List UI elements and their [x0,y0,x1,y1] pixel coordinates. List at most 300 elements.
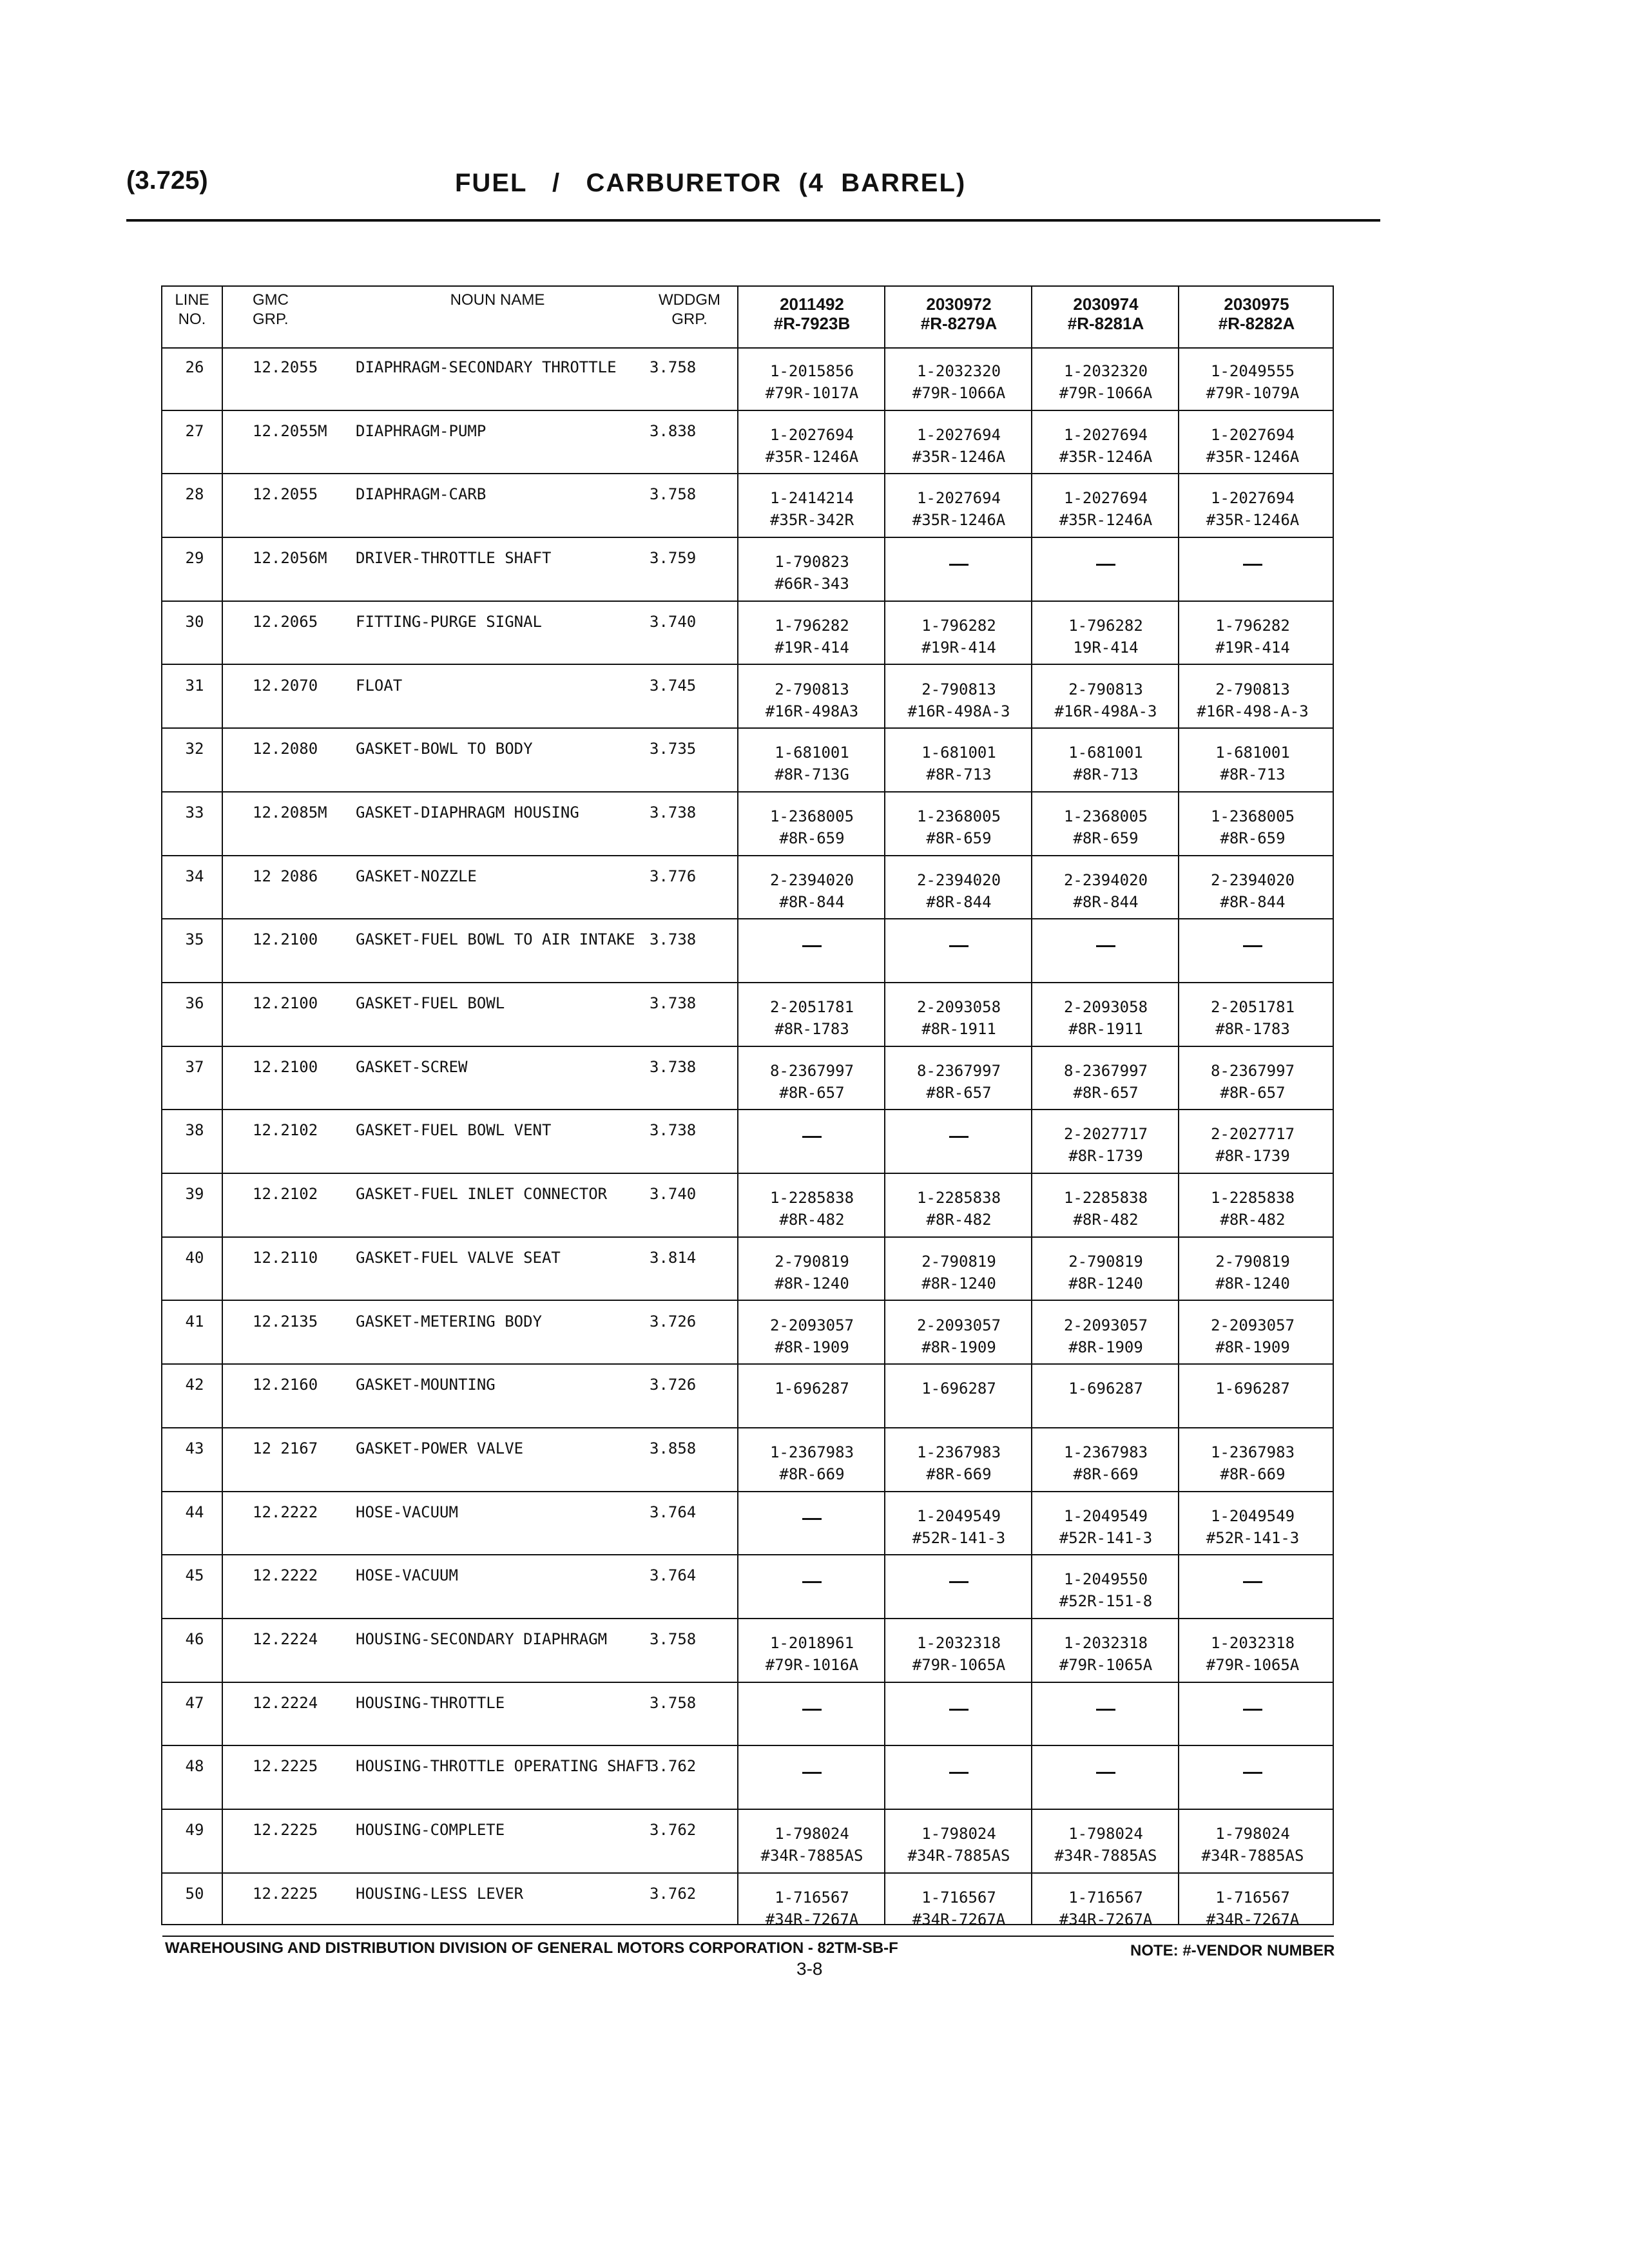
model-2-part [885,932,1032,947]
footer-note: NOTE: #-VENDOR NUMBER [1130,1942,1335,1959]
wddgm-group: 3.738 [650,930,697,949]
vendor-number: #34R-7267A [1059,1910,1153,1928]
noun-name: GASKET-NOZZLE [356,867,477,885]
model-1-part [738,1251,885,1294]
model-1-part [738,1759,885,1774]
part-number: 1-2414214 [769,489,854,508]
part-number: 1-696287 [1068,1379,1143,1398]
vendor-number: #52R-151-8 [1059,1592,1153,1611]
part-number: 1-2367983 [1210,1443,1295,1461]
model-2-part [885,1123,1032,1138]
model-1-part [738,551,885,595]
model-3-part [1032,1187,1179,1231]
model-1-part [738,487,885,531]
table-row [162,347,1334,411]
gmc-group: 12.2065 [253,612,318,631]
not-applicable-dash [1096,1709,1115,1711]
part-number: 2-790813 [1068,680,1143,698]
vendor-number: #8R-657 [926,1083,992,1102]
vendor-number: #8R-1240 [1068,1274,1143,1293]
model-3-part [1032,1887,1179,1930]
part-number: 1-2049549 [1210,1506,1295,1525]
part-number: 8-2367997 [916,1061,1001,1080]
vendor-number: 19R-414 [1073,638,1139,657]
vendor-number: #8R-1909 [775,1338,849,1356]
vendor-number: #52R-141-3 [1059,1528,1153,1547]
vendor-number: #16R-498A3 [765,702,859,720]
vendor-number: #79R-1065A [1206,1656,1300,1674]
header-model-3: 2030974 #R-8281A [1067,294,1144,333]
vendor-number: #8R-1240 [921,1274,996,1293]
gmc-group: 12.2224 [253,1693,318,1712]
noun-name: GASKET-BOWL TO BODY [356,740,533,758]
part-number: 1-798024 [1068,1825,1143,1843]
vendor-number: #79R-1066A [1059,384,1153,402]
vendor-number: #16R-498A-3 [907,702,1010,720]
noun-name: HOUSING-COMPLETE [356,1821,505,1840]
part-number: 2-790813 [1215,680,1290,698]
table-row [162,474,1334,538]
vendor-number: #8R-482 [1073,1211,1139,1229]
noun-name: GASKET-FUEL BOWL [356,994,505,1012]
gmc-group: 12 2167 [253,1439,318,1457]
model-2-part [885,742,1032,785]
gmc-group: 12.2080 [253,740,318,758]
model-2-part [885,1441,1032,1485]
gmc-group: 12.2070 [253,676,318,695]
not-applicable-dash [949,564,969,566]
part-number: 1-2032318 [1210,1634,1295,1652]
vendor-number: #8R-657 [1073,1083,1139,1102]
noun-name: DIAPHRAGM-CARB [356,485,487,504]
part-number: 1-2027694 [1063,489,1148,508]
model-2-part [885,1696,1032,1711]
model-2-part [885,869,1032,913]
part-number: 1-2367983 [916,1443,1001,1461]
part-number: 1-716567 [775,1888,849,1907]
model-4-part [1179,932,1326,947]
line-number: 30 [185,612,204,631]
vendor-number: #8R-713G [775,765,849,784]
gmc-group: 12.2160 [253,1376,318,1394]
noun-name: GASKET-POWER VALVE [356,1439,524,1457]
noun-name: GASKET-FUEL VALVE SEAT [356,1248,561,1267]
header-wddgm-grp: WDDGM GRP. [659,291,720,328]
model-2-part [885,487,1032,531]
line-number: 34 [185,867,204,885]
part-number: 2-2093058 [1063,998,1148,1016]
model-1-part [738,1568,885,1583]
line-number: 27 [185,421,204,440]
model-2-part [885,615,1032,658]
model-3-part [1032,1568,1179,1612]
part-number: 1-2032318 [916,1634,1001,1652]
model-3-part [1032,1123,1179,1167]
table-row [162,602,1334,666]
model-3-part [1032,1060,1179,1104]
line-number: 48 [185,1757,204,1776]
model-4-part [1179,1696,1326,1711]
table-row [162,411,1334,475]
noun-name: DRIVER-THROTTLE SHAFT [356,549,552,568]
model-4-part [1179,1251,1326,1294]
part-number: 1-2049550 [1063,1570,1148,1589]
part-number: 1-790823 [775,553,849,572]
model-4-part [1179,551,1326,566]
line-number: 43 [185,1439,204,1457]
gmc-group: 12.2055M [253,421,327,440]
model-2-part [885,1060,1032,1104]
vendor-number: #8R-1911 [921,1020,996,1038]
vendor-number: #35R-342R [769,511,854,530]
vendor-number: #8R-482 [1220,1211,1286,1229]
model-3-part [1032,742,1179,785]
part-number: 1-2027694 [1210,425,1295,444]
part-number: 2-2027717 [1063,1125,1148,1144]
part-number: 1-696287 [921,1379,996,1398]
vendor-number: #35R-1246A [1206,511,1300,530]
model-1-part [738,1060,885,1104]
part-number: 1-681001 [775,744,849,762]
line-number: 33 [185,803,204,822]
table-row [162,1302,1334,1365]
gmc-group: 12.2222 [253,1503,318,1521]
vendor-number: #34R-7885AS [907,1847,1010,1865]
part-number: 1-2049549 [916,1506,1001,1525]
header-model-1: 2011492 #R-7923B [773,294,851,333]
vendor-number: #8R-1783 [1215,1020,1290,1038]
model-3-part [1032,1441,1179,1485]
wddgm-group: 3.738 [650,1121,697,1140]
part-number: 2-2093058 [916,998,1001,1016]
wddgm-group: 3.758 [650,1693,697,1712]
part-number: 2-2093057 [1210,1316,1295,1334]
model-1-part [738,932,885,947]
vendor-number: #19R-414 [921,638,996,657]
part-number: 1-2027694 [1210,489,1295,508]
vendor-number: #8R-1909 [1068,1338,1143,1356]
part-number: 2-2394020 [1063,870,1148,889]
line-number: 35 [185,930,204,949]
model-4-part [1179,1759,1326,1774]
table-row [162,1365,1334,1428]
not-applicable-dash [949,1772,969,1774]
table-row [162,538,1334,602]
model-3-part [1032,932,1179,947]
model-1-part [738,1887,885,1930]
model-2-part [885,1251,1032,1294]
table-row [162,1746,1334,1810]
header-line-no: LINE NO. [175,291,209,328]
vendor-number: #8R-1240 [1215,1274,1290,1293]
part-number: 1-716567 [921,1888,996,1907]
table-row [162,1619,1334,1683]
gmc-group: 12.2135 [253,1312,318,1331]
not-applicable-dash [802,1518,822,1520]
not-applicable-dash [1096,564,1115,566]
part-number: 1-798024 [921,1825,996,1843]
vendor-number: #8R-669 [926,1465,992,1483]
model-4-part [1179,424,1326,468]
vendor-number: #34R-7885AS [1201,1847,1304,1865]
gmc-group: 12.2085M [253,803,327,822]
vendor-number: #8R-1783 [775,1020,849,1038]
not-applicable-dash [1243,945,1262,947]
noun-name: HOSE-VACUUM [356,1503,458,1521]
part-number: 1-798024 [775,1825,849,1843]
table-header [162,285,1334,347]
part-number: 2-2051781 [1210,998,1295,1016]
line-number: 41 [185,1312,204,1331]
part-number: 1-2027694 [916,425,1001,444]
vendor-number: #8R-844 [926,892,992,911]
vendor-number: #35R-1246A [912,447,1006,466]
model-3-part [1032,1823,1179,1867]
not-applicable-dash [802,1136,822,1138]
part-number: 2-790819 [1068,1252,1143,1271]
line-number: 46 [185,1630,204,1648]
model-4-part [1179,1505,1326,1549]
table-row [162,1238,1334,1302]
part-number: 1-681001 [921,744,996,762]
line-number: 38 [185,1121,204,1140]
line-number: 42 [185,1376,204,1394]
model-4-part [1179,1823,1326,1867]
model-3-part [1032,551,1179,566]
part-number: 1-2367983 [1063,1443,1148,1461]
part-number: 8-2367997 [769,1061,854,1080]
wddgm-group: 3.738 [650,994,697,1012]
vendor-number: #35R-1246A [765,447,859,466]
model-2-part [885,1823,1032,1867]
table-row [162,856,1334,920]
part-number: 1-696287 [1215,1379,1290,1398]
model-4-part [1179,1887,1326,1930]
vendor-number: #35R-1246A [1059,511,1153,530]
part-number: 1-2285838 [916,1189,1001,1207]
model-2-part [885,678,1032,722]
vendor-number: #8R-482 [926,1211,992,1229]
vendor-number: #79R-1079A [1206,384,1300,402]
wddgm-group: 3.758 [650,485,697,504]
page-title: FUEL / CARBURETOR (4 BARREL) [455,169,967,197]
model-2-part [885,1187,1032,1231]
part-number: 1-2032318 [1063,1634,1148,1652]
vendor-number: #19R-414 [1215,638,1290,657]
model-1-part [738,1632,885,1676]
model-3-part [1032,424,1179,468]
model-4-part [1179,1441,1326,1485]
line-number: 49 [185,1821,204,1840]
model-4-part [1179,487,1326,531]
vendor-number: #8R-1911 [1068,1020,1143,1038]
vendor-number: #79R-1017A [765,384,859,402]
model-1-part [738,424,885,468]
wddgm-group: 3.814 [650,1248,697,1267]
vendor-number: #8R-669 [779,1465,845,1483]
model-2-part [885,1632,1032,1676]
model-1-part [738,996,885,1040]
model-1-part [738,1696,885,1711]
wddgm-group: 3.838 [650,421,697,440]
line-number: 36 [185,994,204,1012]
part-number: 1-2285838 [769,1189,854,1207]
model-3-part [1032,487,1179,531]
line-number: 26 [185,358,204,376]
gmc-group: 12.2110 [253,1248,318,1267]
model-3-part [1032,1632,1179,1676]
model-1-part [738,1823,885,1867]
part-number: 1-2367983 [769,1443,854,1461]
table-row [162,1492,1334,1556]
line-number: 32 [185,740,204,758]
model-3-part [1032,805,1179,849]
gmc-group: 12.2100 [253,994,318,1012]
model-1-part [738,805,885,849]
line-number: 44 [185,1503,204,1521]
model-4-part [1179,805,1326,849]
model-4-part [1179,869,1326,913]
wddgm-group: 3.738 [650,1057,697,1076]
gmc-group: 12.2225 [253,1757,318,1776]
not-applicable-dash [1243,1581,1262,1583]
line-number: 45 [185,1566,204,1585]
row-divider [162,1936,1334,1937]
wddgm-group: 3.759 [650,549,697,568]
wddgm-group: 3.726 [650,1312,697,1331]
model-3-part [1032,1696,1179,1711]
wddgm-group: 3.764 [650,1503,697,1521]
not-applicable-dash [1243,564,1262,566]
part-number: 2-790819 [921,1252,996,1271]
noun-name: GASKET-MOUNTING [356,1376,496,1394]
model-1-part [738,615,885,658]
vendor-number: #79R-1065A [1059,1656,1153,1674]
noun-name: HOUSING-THROTTLE OPERATING SHAFT [356,1757,654,1776]
not-applicable-dash [949,1581,969,1583]
vendor-number: #8R-713 [1220,765,1286,784]
not-applicable-dash [949,1709,969,1711]
model-2-part [885,805,1032,849]
part-number: 1-2285838 [1063,1189,1148,1207]
gmc-group: 12.2055 [253,485,318,504]
parts-table [161,285,1334,1928]
noun-name: FITTING-PURGE SIGNAL [356,612,542,631]
vendor-number: #8R-659 [1073,829,1139,847]
header-model-2: 2030972 #R-8279A [920,294,998,333]
wddgm-group: 3.764 [650,1566,697,1585]
model-4-part [1179,1060,1326,1104]
noun-name: GASKET-FUEL INLET CONNECTOR [356,1185,608,1204]
part-number: 8-2367997 [1210,1061,1295,1080]
part-number: 8-2367997 [1063,1061,1148,1080]
noun-name: GASKET-FUEL BOWL VENT [356,1121,552,1140]
model-2-part [885,1314,1032,1358]
wddgm-group: 3.762 [650,1884,697,1903]
part-number: 2-790819 [775,1252,849,1271]
part-number: 1-2285838 [1210,1189,1295,1207]
model-1-part [738,1187,885,1231]
table-row [162,1810,1334,1874]
part-number: 1-2368005 [769,807,854,825]
noun-name: GASKET-FUEL BOWL TO AIR INTAKE [356,930,635,949]
noun-name: DIAPHRAGM-PUMP [356,421,487,440]
wddgm-group: 3.738 [650,803,697,822]
vendor-number: #79R-1065A [912,1656,1006,1674]
not-applicable-dash [802,1581,822,1583]
noun-name: DIAPHRAGM-SECONDARY THROTTLE [356,358,617,376]
model-1-part [738,360,885,404]
wddgm-group: 3.858 [650,1439,697,1457]
gmc-group: 12.2055 [253,358,318,376]
model-4-part [1179,1378,1326,1399]
vendor-number: #8R-482 [779,1211,845,1229]
model-4-part [1179,996,1326,1040]
model-3-part [1032,360,1179,404]
wddgm-group: 3.726 [650,1376,697,1394]
not-applicable-dash [949,945,969,947]
model-4-part [1179,1187,1326,1231]
model-4-part [1179,1632,1326,1676]
model-1-part [738,1441,885,1485]
vendor-number: #8R-713 [926,765,992,784]
vendor-number: #8R-713 [1073,765,1139,784]
noun-name: GASKET-METERING BODY [356,1312,542,1331]
model-4-part [1179,360,1326,404]
vendor-number: #79R-1066A [912,384,1006,402]
part-number: 1-2368005 [1063,807,1148,825]
vendor-number: #8R-844 [1220,892,1286,911]
gmc-group: 12.2100 [253,1057,318,1076]
model-3-part [1032,678,1179,722]
model-2-part [885,1759,1032,1774]
part-number: 1-796282 [1215,616,1290,635]
model-2-part [885,1378,1032,1399]
vendor-number: #8R-1909 [921,1338,996,1356]
not-applicable-dash [1243,1709,1262,1711]
table-row [162,666,1334,729]
model-3-part [1032,1314,1179,1358]
model-2-part [885,424,1032,468]
header-noun-name: NOUN NAME [450,291,545,309]
not-applicable-dash [1243,1772,1262,1774]
model-4-part [1179,1568,1326,1583]
gmc-group: 12.2100 [253,930,318,949]
not-applicable-dash [1096,945,1115,947]
part-number: 1-2015856 [769,362,854,380]
part-number: 2-790819 [1215,1252,1290,1271]
not-applicable-dash [802,945,822,947]
part-number: 2-2093057 [769,1316,854,1334]
vendor-number: #19R-414 [775,638,849,657]
part-number: 1-2032320 [1063,362,1148,380]
vendor-number: #52R-141-3 [912,1528,1006,1547]
part-number: 2-2093057 [916,1316,1001,1334]
not-applicable-dash [802,1709,822,1711]
model-2-part [885,1505,1032,1549]
noun-name: GASKET-SCREW [356,1057,468,1076]
table-row [162,1047,1334,1111]
vendor-number: #8R-1909 [1215,1338,1290,1356]
part-number: 1-2368005 [916,807,1001,825]
model-2-part [885,1568,1032,1583]
vendor-number: #34R-7885AS [760,1847,863,1865]
vendor-number: #8R-657 [1220,1083,1286,1102]
wddgm-group: 3.740 [650,612,697,631]
part-number: 1-681001 [1215,744,1290,762]
wddgm-group: 3.762 [650,1821,697,1840]
vendor-number: #8R-659 [1220,829,1286,847]
